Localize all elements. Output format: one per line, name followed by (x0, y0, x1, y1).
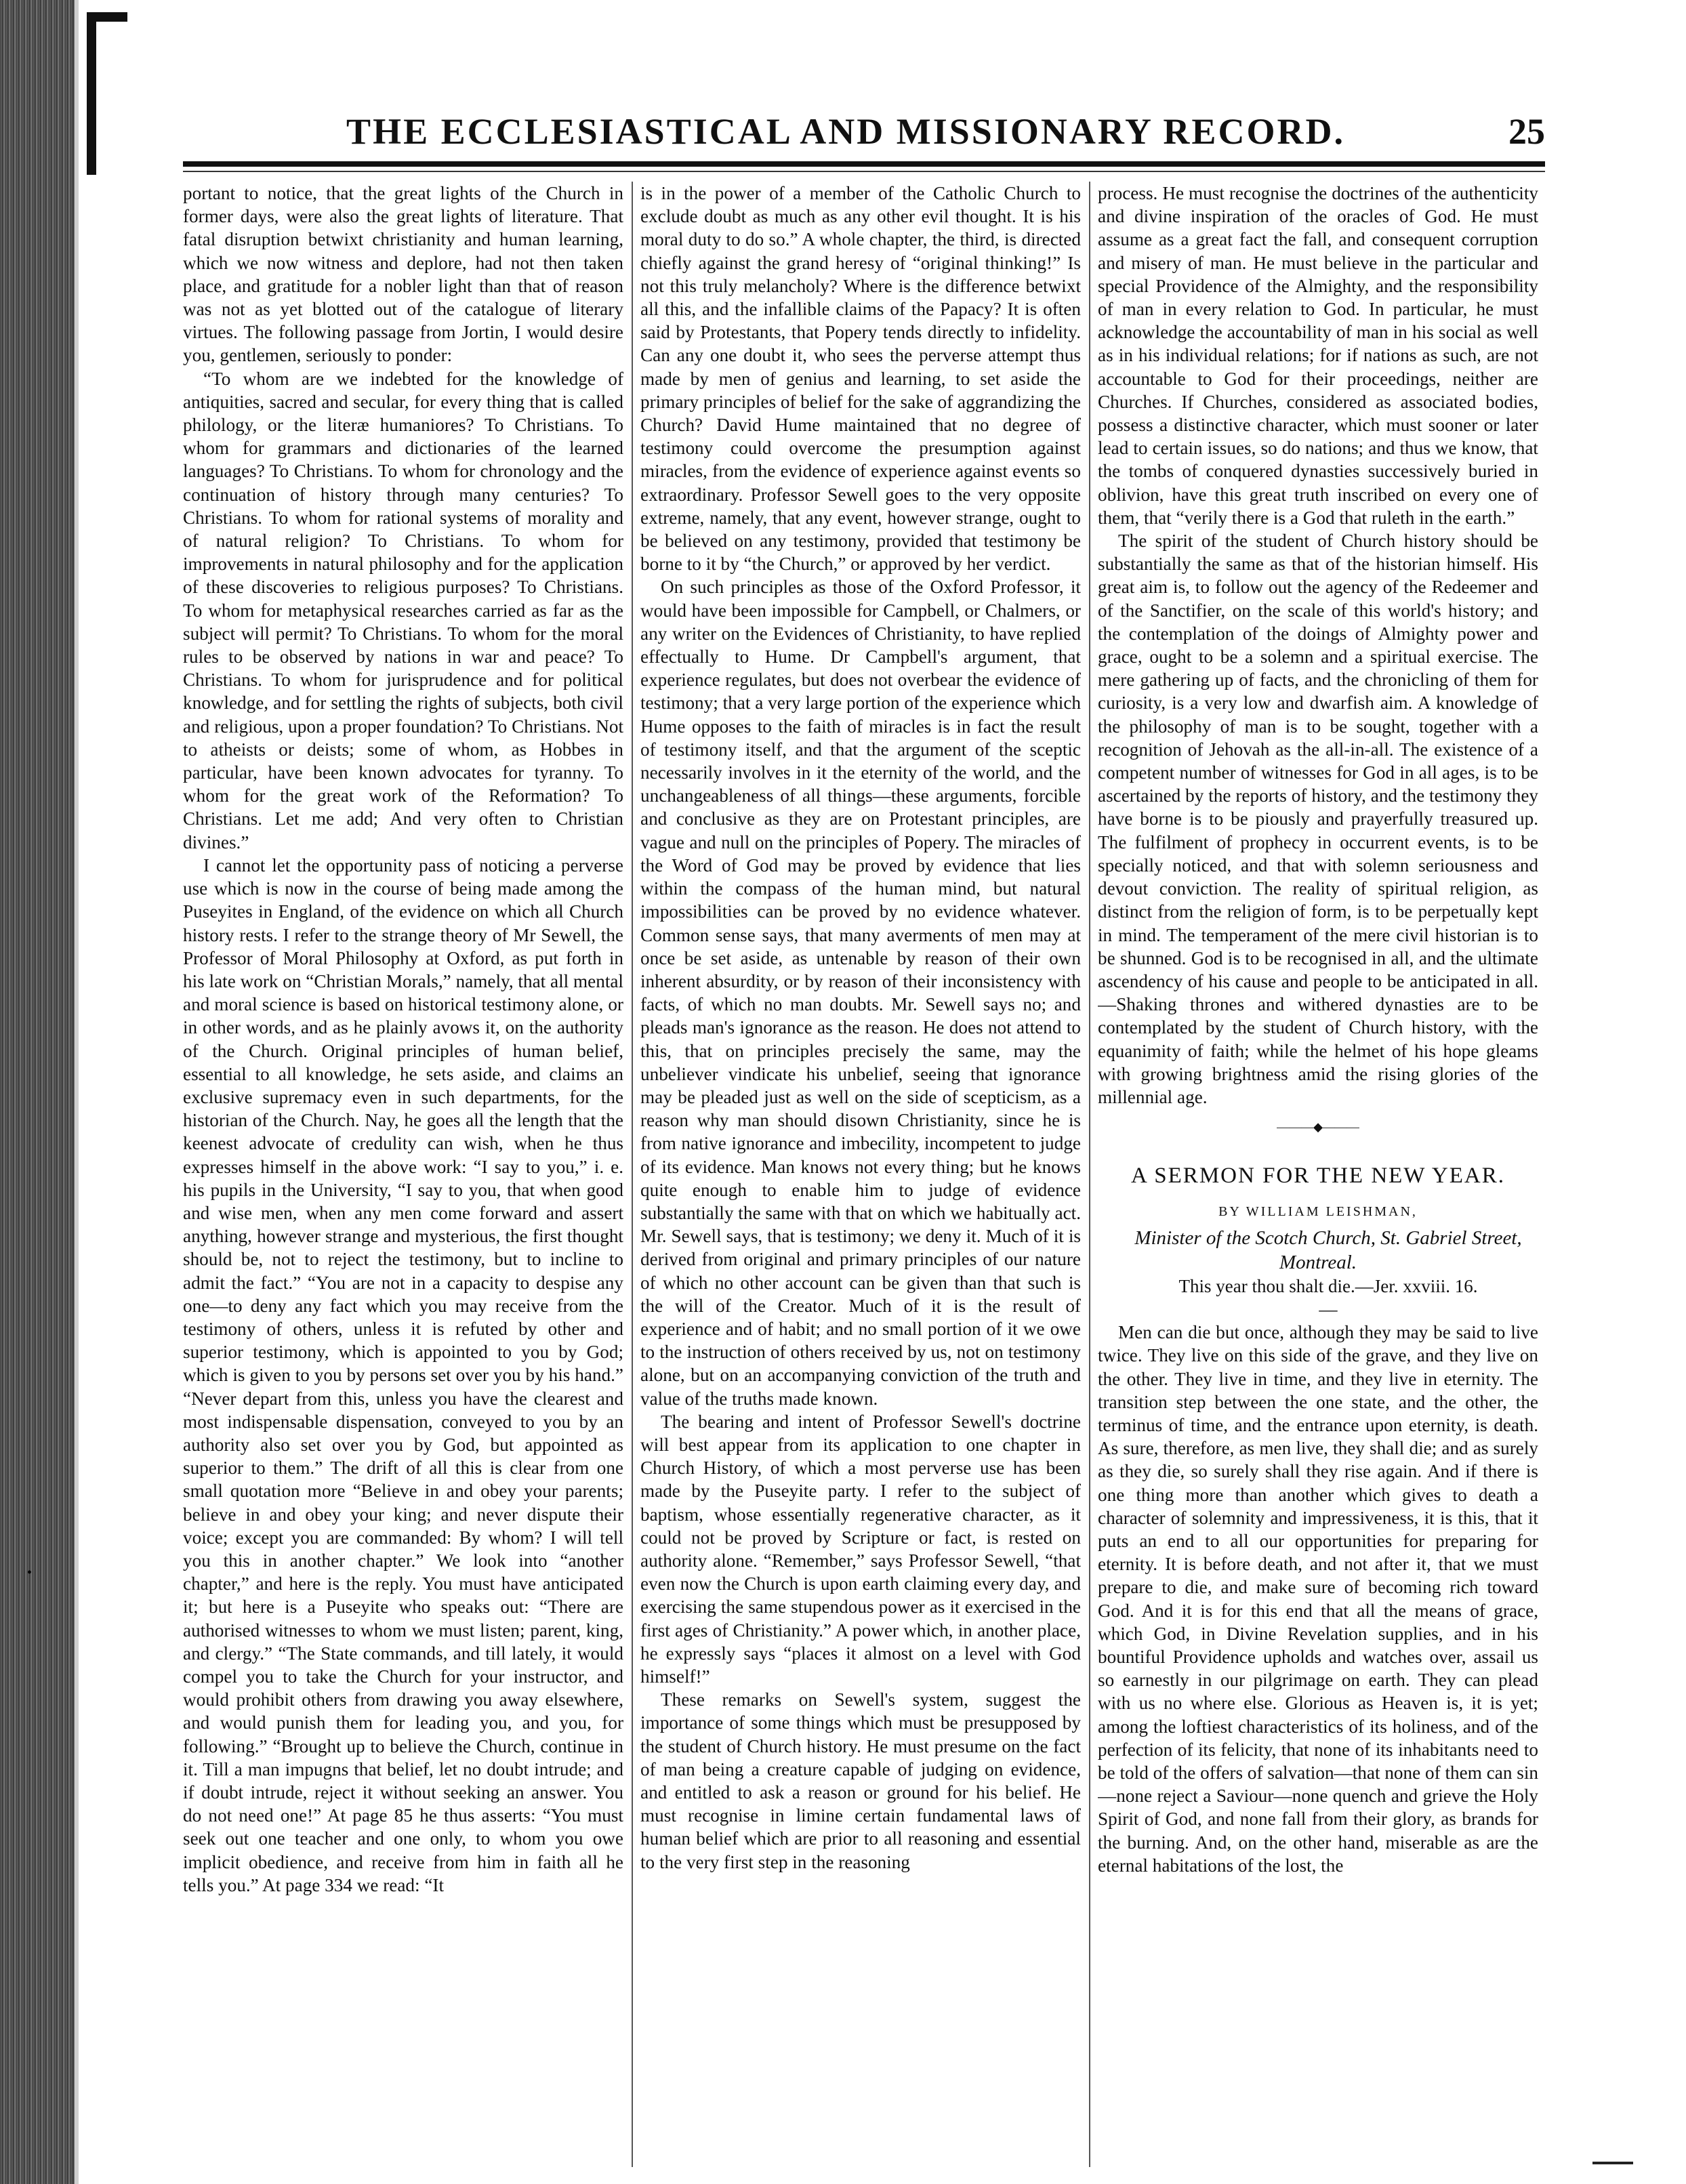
sermon-affiliation: Minister of the Scotch Church, St. Gabriel Street, Montreal. (1134, 1227, 1522, 1273)
book-binding-edge (0, 0, 75, 2184)
sermon-heading: A SERMON FOR THE NEW YEAR. (1131, 1163, 1505, 1189)
section-ornament: ———◆——— (1277, 1120, 1359, 1134)
paragraph: These remarks on Sewell's system, suggest the importance of some things which must be presupposed by the student of Church history. He must presume on the fact of man being a creature capable of judging on evidence, and entitled to ask a reason or ground for his belief. He must recognise in limine certain fundamental laws of human belief which are prior to all reasoning and essential to the very first step in the reasoning (640, 1689, 1081, 1872)
column-divider (1089, 182, 1090, 2167)
page-title: THE ECCLESIASTICAL AND MISSIONARY RECORD. (346, 111, 1345, 152)
text-column-1 (183, 182, 623, 2167)
paragraph: Men can die but once, although they may be said to live twice. They live on this side of the grave, and they live on the other. They live in time, and they live in eternity. The transition step between the one state, and the other, the terminus of time, and the entrance upon eternity, is death. As sure, therefore, as men live, they shall die; and as surely as they die, so surely shall they rise again. And if there is one thing more than another which gives to death a character of solemnity and impressiveness, it is this, that it puts an end to all our opportunities for preparing for eternity. It is before death, and not after it, that we must prepare to die, and make sure of becoming rich toward God. And it is for this end that all the means of grace, which God, in Divine Revelation supplies, and in his bountiful Providence upholds and watches over, assail us so earnestly in our pilgrimage on earth. They can plead with us no where else. Glorious as Heaven is, it is yet; among the loftiest characteristics of its holiness, and of the perfection of its felicity, that none of its inhabitants need to be told of the offers of salvation—that none of them can sin—none reject a Saviour—none quench and grieve the Holy Spirit of God, and none fall from their glory, as brands for the burning. And, on the other hand, miserable as are the eternal habitations of the lost, the (1098, 1322, 1538, 1876)
header-rule-thin (183, 171, 1545, 172)
paragraph: process. He must recognise the doctrines of the authenticity and divine inspiration of the oracles of God. He must assume as a great fact the fall, and consequent corruption and misery of man. He must believe in the particular and special Providence of the Almighty, and the responsibility of man in every relation to God. In particular, he must acknowledge the accountability of man in his social as well as in his individual relations; for if nations as such, are not accountable to God for their proceedings, neither are Churches. If Churches, considered as associated bodies, possess a distinctive character, which must sooner or later lead to certain issues, so do nations; and thus we know, that the tombs of conquered dynasties successively buried in oblivion, have this great truth inscribed on every one of them, that “verily there is a God that ruleth in the earth.” (1098, 183, 1538, 528)
paragraph: “To whom are we indebted for the knowledge of antiquities, sacred and secular, for every thing that is called philology, or the literæ humaniores? To Christians. To whom for grammars and dictionaries of the learned languages? To Christians. To whom for chronology and the continuation of history through many centuries? To Christians. To whom for rational systems of morality and of natural religion? To Christians. To whom for improvements in natural philosophy and for the application of these discoveries to religious purposes? To Christians. To whom for metaphysical researches carried as far as the subject will permit? To Christians. To whom for the moral rules to be observed by nations in war and peace? To Christians. To whom for jurisprudence and for political knowledge, and for settling the rights of subjects, both civil and religious, upon a proper foundation? To Christians. Not to atheists or deists; some of whom, as Hobbes in particular, have been known advocates for tyranny. To whom for the great work of the Reformation? To Christians. Let me add; And very often to Christian divines.” (183, 368, 623, 852)
sermon-byline: BY WILLIAM LEISHMAN, (1218, 1203, 1418, 1219)
column-divider (632, 182, 633, 2167)
paragraph: The spirit of the student of Church history should be substantially the same as that of the historian himself. His great aim is, to follow out the agency of the Redeemer and of the Sanctifier, on the scale of this world's history; and the contemplation of the doings of Almighty power and grace, ought to be a solemn and a spiritual exercise. The mere gathering up of facts, and the chronicling of them for curiosity, is a very low and dwarfish aim. A knowledge of the philosophy of man is to be sought, together with a recognition of Jehovah as the all-in-all. The existence of a competent number of witnesses for God in all ages, is to be ascertained by the reports of history, and the testimony they have borne is to be piously and prayerfully treasured up. The fulfilment of prophecy in occurrent events, is to be specially noticed, and that with solemn seriousness and devout conviction. The reality of spiritual religion, as distinct from the religion of form, is to be perpetually kept in mind. The temperament of the mere civil historian is to be shunned. God is to be recognised in all, and the ultimate ascendency of his cause and people to be anticipated in all.—Shaking thrones and withered dynasties are to be contemplated by the student of Church history, with the equanimity of faith; while the helmet of his hope gleams with growing brightness amid the rising glories of the millennial age. (1098, 531, 1538, 1107)
text-column-3 (1098, 182, 1538, 2167)
text-column-2 (640, 182, 1081, 2167)
corner-mark (87, 12, 96, 175)
bottom-mark (1592, 2162, 1633, 2164)
short-rule: — (1319, 1298, 1338, 1319)
corner-mark-top (87, 12, 127, 22)
paragraph: is in the power of a member of the Catholic Church to exclude doubt as much as any other evil thought. It is his moral duty to do so.” A whole chapter, the third, is directed chiefly against the grand heresy of “original thinking!” Is not this truly melancholy? Where is the difference betwixt all this, and the infallible claims of the Papacy? It is often said by Protestants, that Popery tends directly to infidelity. Can any one doubt it, who sees the perverse attempt thus made by men of genius and learning, to set aside the primary principles of belief for the sake of aggrandizing the Church? David Hume maintained that no degree of testimony could overcome the presumption against miracles, from the evidence of experience against events so extraordinary. Professor Sewell goes to the very opposite extreme, namely, that any event, however strange, ought to be believed on any testimony, provided that testimony be borne to it by “the Church,” or approved by her verdict. (640, 183, 1081, 575)
paragraph: portant to notice, that the great lights of the Church in former days, were also the great lights of literature. That fatal disruption betwixt christianity and human learning, which we now witness and deplore, had not then taken place, and gratitude for a nobler light than that of reason was not as yet blotted out of the catalogue of literary virtues. The following passage from Jortin, I would desire you, gentlemen, seriously to ponder: (183, 183, 623, 366)
running-header (183, 105, 1545, 152)
paragraph: I cannot let the opportunity pass of noticing a perverse use which is now in the course of being made among the Puseyites in England, of the evidence on which all Church history rests. I refer to the strange theory of Mr Sewell, the Professor of Moral Philosophy at Oxford, as put forth in his late work on “Christian Morals,” namely, that all mental and moral science is based on historical testimony alone, or in other words, and as he plainly avows it, on the authority of the Church. Original principles of human belief, essential to all knowledge, he sets aside, and claims an exclusive supremacy even in such departments, for the historian of the Church. Nay, he goes all the length that the keenest advocate of credulity can wish, when he thus expresses himself in the above work: “I say to you,” i. e. his pupils in the University, “I say to you, that when good and wise men, when any men come forward and assert anything, however strange and mysterious, the first thought should be, not to reject the testimony, but to incline to admit the fact.” “You are not in a capacity to despise any one—to deny any fact which you may receive from the testimony of others, unless it is refuted by other and superior testimony, which is appointed to you by God; which is given to you by persons set over you by his hand.” “Never depart from this, unless you have the clearest and most indispensable dispensation, conveyed to you by an authority also set over you by God, but appointed as superior to them.” The drift of all this is clear from one small quotation more “Believe in and obey your parents; believe in and obey your king; and never dispute their voice; except you are commanded: By whom? I will tell you this in another chapter.” We look into “another chapter,” and here is the reply. You must have anticipated it; but here is a Puseyite who speaks out: “There are authorised witnesses to whom we must listen; parent, king, and clergy.” “The State commands, and till lately, it would compel you to take the Church for your instructor, and would prohibit others from drawing you away elsewhere, and would punish them for leading you, and you, for following.” “Brought up to believe the Church, continue in it. Till a man impugns that belief, let no doubt intrude; and if doubt intrude, reject it without seeking an answer. You do not need one!” At page 85 he thus asserts: “You must seek out one teacher and one only, to whom you owe implicit obedience, and receive from him in faith all he tells you.” At page 334 we read: “It (183, 854, 623, 1895)
scripture-text: This year thou shalt die.—Jer. xxviii. 16. (1178, 1275, 1478, 1296)
paragraph: The bearing and intent of Professor Sewell's doctrine will best appear from its application to one chapter in Church History, of which a most perverse use has been made by the Puseyite party. I refer to the subject of baptism, whose essentially regenerative character, as it could not be proved by Scripture or fact, is rested on authority alone. “Remember,” says Professor Sewell, “that even now the Church is upon earth claiming every day, and exercising the same stupendous power as it exercised in the first ages of Christianity.” A power which, in another place, he expressly says “places it almost on a level with God himself!” (640, 1411, 1081, 1687)
page-gutter (75, 0, 79, 2184)
page-number: 25 (1508, 111, 1545, 152)
margin-mark: • (27, 1565, 33, 1580)
header-rule (183, 161, 1545, 167)
paragraph: On such principles as those of the Oxford Professor, it would have been impossible for Campbell, or Chalmers, or any writer on the Evidences of Christianity, to have replied effectually to Hume. Dr Campbell's argument, that experience regulates, but does not overbear the evidence of testimony; that a very large portion of the experience which Hume opposes to the faith of miracles is in fact the result of testimony itself, and that the argument of the sceptic necessarily involves in it the eternity of the world, and the unchangeableness of all things—these arguments, forcible and conclusive as they are on Protestant principles, are vague and null on the principles of Popery. The miracles of the Word of God may be proved by evidence that lies within the compass of the human mind, but natural impossibilities can be proved by no evidence whatever. Common sense says, that many averments of men may at once be set aside, as untenable by reason of their own inherent absurdity, or by reason of their inconsistency with facts, of which no man doubts. Mr. Sewell says no; and pleads man's ignorance as the reason. He does not attend to this, that on principles precisely the same, may the unbeliever vindicate his unbelief, seeing that ignorance may be pleaded just as well on the side of scepticism, as a reason why man should disown Christianity, since he is from native ignorance and imbecility, incompetent to judge of its evidence. Man knows not every thing; but he knows quite enough to enable him to judge of evidence substantially the same with that on which we habitually act. Mr. Sewell says, that is testimony; we deny it. Much of it is derived from original and primary principles of our nature of which no other account can be given than that such is the will of the Creator. Much of it is the result of experience and of habit; and no small portion of it we owe to the instruction of others received by us, not on testimony alone, but on an accompanying conviction of the truth and value of the truths made known. (640, 577, 1081, 1409)
